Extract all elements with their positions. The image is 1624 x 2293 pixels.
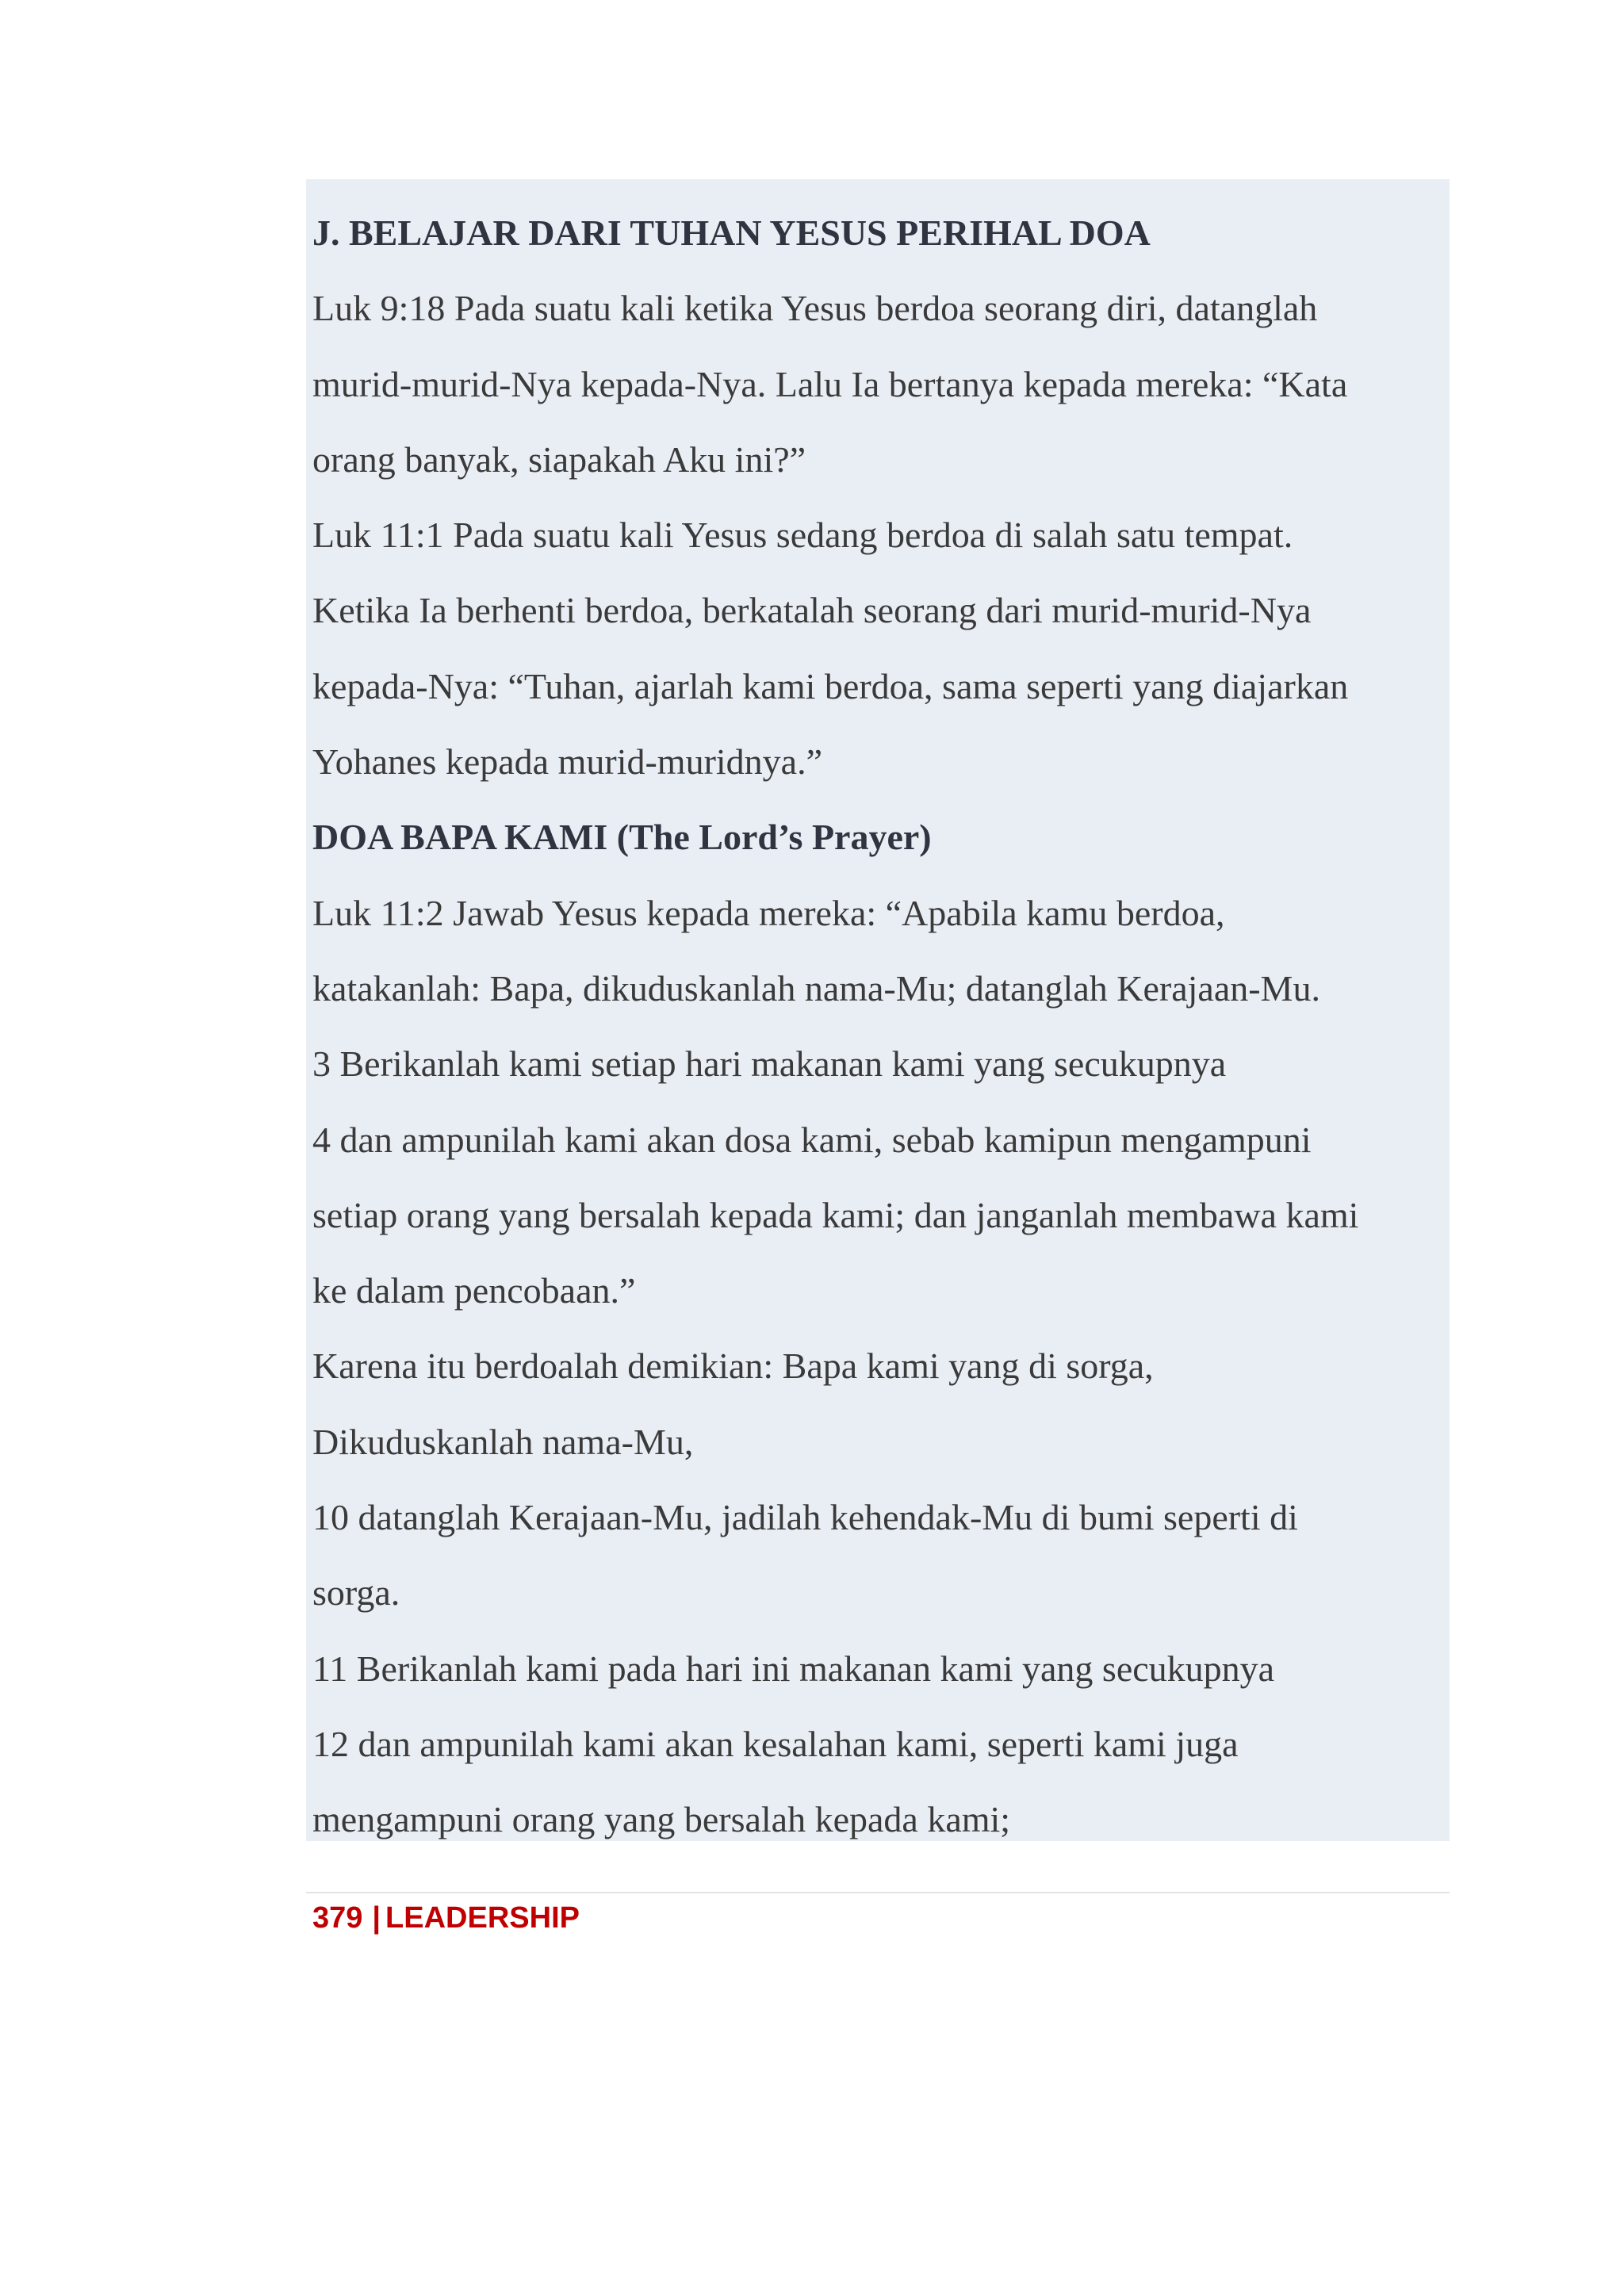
- body-line: sorga.: [312, 1572, 400, 1614]
- body-line: Ketika Ia berhenti berdoa, berkatalah seorang dari murid-murid-Nya: [312, 590, 1312, 631]
- body-line: Luk 11:2 Jawab Yesus kepada mereka: “Apabila kamu berdoa,: [312, 892, 1225, 933]
- document-body: [312, 208, 1450, 1870]
- page-footer: [312, 1901, 580, 1935]
- body-line: kepada-Nya: “Tuhan, ajarlah kami berdoa, sama seperti yang diajarkan: [312, 665, 1349, 706]
- body-line: 12 dan ampunilah kami akan kesalahan kami, seperti kami juga: [312, 1723, 1239, 1764]
- subsection-heading: DOA BAPA KAMI (The Lord’s Prayer): [312, 817, 932, 858]
- body-line: Luk 11:1 Pada suatu kali Yesus sedang berdoa di salah satu tempat.: [312, 515, 1293, 556]
- body-line: katakanlah: Bapa, dikuduskanlah nama-Mu; datanglah Kerajaan-Mu.: [312, 967, 1320, 1009]
- body-line: Karena itu berdoalah demikian: Bapa kami yang di sorga,: [312, 1346, 1154, 1387]
- body-line: 11 Berikanlah kami pada hari ini makanan kami yang secukupnya: [312, 1648, 1275, 1689]
- page-number: 379: [312, 1901, 363, 1935]
- footer-section-title: LEADERSHIP: [385, 1901, 580, 1935]
- body-line: 3 Berikanlah kami setiap hari makanan kami yang secukupnya: [312, 1043, 1227, 1085]
- body-line: orang banyak, siapakah Aku ini?”: [312, 438, 806, 480]
- body-line: ke dalam pencobaan.”: [312, 1270, 636, 1311]
- footer-divider: [306, 1892, 1450, 1893]
- body-line: Yohanes kepada murid-muridnya.”: [312, 741, 823, 783]
- section-heading: J. BELAJAR DARI TUHAN YESUS PERIHAL DOA: [312, 212, 1151, 253]
- footer-separator: |: [372, 1901, 381, 1935]
- body-line: Dikuduskanlah nama-Mu,: [312, 1421, 694, 1462]
- body-line: Luk 9:18 Pada suatu kali ketika Yesus berdoa seorang diri, datanglah: [312, 288, 1318, 329]
- body-line: 10 datanglah Kerajaan-Mu, jadilah kehendak-Mu di bumi seperti di: [312, 1497, 1298, 1538]
- body-line: mengampuni orang yang bersalah kepada kami;: [312, 1799, 1011, 1840]
- body-line: murid-murid-Nya kepada-Nya. Lalu Ia bertanya kepada mereka: “Kata: [312, 363, 1348, 404]
- body-line: 4 dan ampunilah kami akan dosa kami, sebab kamipun mengampuni: [312, 1119, 1312, 1160]
- body-line: setiap orang yang bersalah kepada kami; dan janganlah membawa kami: [312, 1194, 1359, 1235]
